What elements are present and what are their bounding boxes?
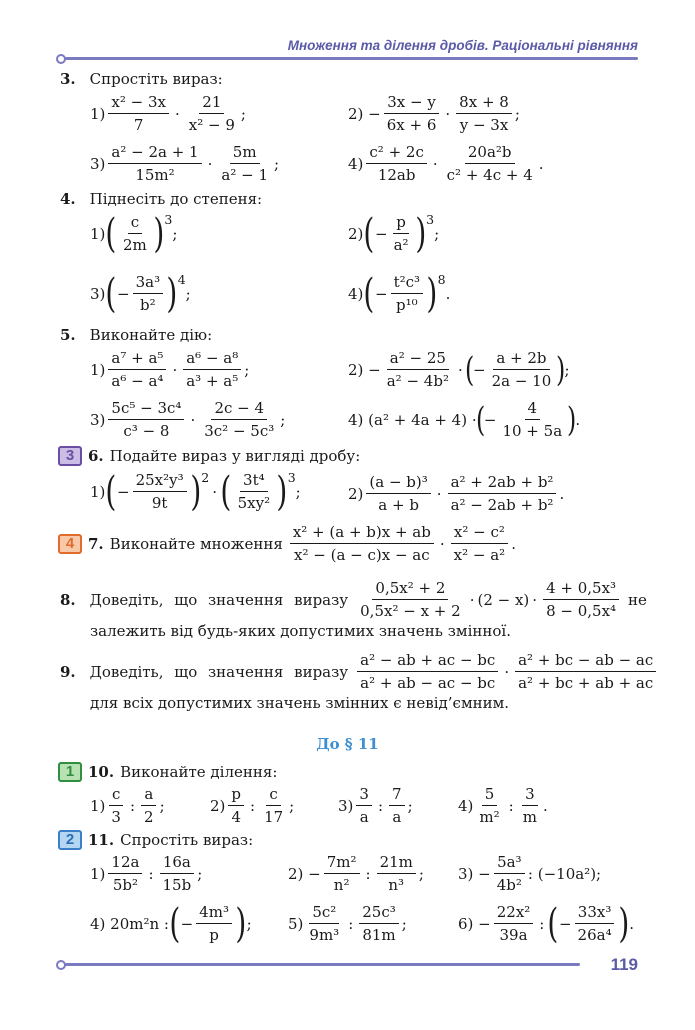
numerator: a² + 2ab + b² [448,472,557,494]
numerator: x² + (a + b)x + ab [290,522,434,544]
denominator: n² [333,876,350,894]
fraction [133,470,187,513]
minus: − [483,410,497,429]
exponent: 8 [437,272,446,287]
numerator: 5 [482,784,498,806]
task-5-item-1: 1) $\frac{\text{a⁷ + a⁵}}{\text{a⁶ − a⁴}}$ · $\frac{\text{a⁶ − a⁸}}{\text{a³ + a⁵}}$ ; [90,349,250,390]
numerator: 20a²b [465,142,515,164]
denominator: 15b [162,876,192,894]
task-text: Доведіть, що значення виразу [89,590,349,609]
numerator: 7m² [324,852,360,874]
numerator: c [266,784,280,806]
task-3-item-3: 3) $\frac{\text{a² − 2a + 1}}{\text{15m²}}$ · $\frac{5m}{\text{a² − 1}}$ ; [90,143,280,184]
numerator: 3x − y [384,92,439,114]
fraction [108,92,169,135]
running-header: Множення та ділення дробів. Раціональні рівняння [287,38,638,53]
task-number: 11. [88,831,115,849]
numerator: a⁶ − a⁸ [183,348,241,370]
denominator: x² − a² [453,546,506,564]
fraction [228,784,244,827]
denominator: 9t [151,494,168,512]
punct: ; [295,482,301,501]
punct: ; [514,104,520,123]
task-11-item-4: 4) 20m²n : ( − $\frac{\text{4m³}}{p}$ ) ; [90,900,252,947]
denominator: a² + bc + ab + ac [518,674,654,692]
punct: . [575,410,581,429]
fraction [290,522,434,565]
fraction [357,650,498,693]
task-3-title [60,70,223,88]
denominator: 26a⁴ [577,926,612,944]
denominator: x² − 9 [188,116,235,134]
punct: ; [401,914,407,933]
fraction [133,272,164,315]
fraction [196,902,232,945]
denominator: 2 [144,808,154,826]
colon: : [250,796,256,815]
fraction [575,902,615,945]
fraction [489,348,555,391]
task-number: 4. [60,190,76,208]
denominator: a² − 2ab + b² [450,496,554,514]
item-label: 3) [90,154,106,173]
punct: ; [246,914,252,933]
task-4-item-3: 3) ( − $\frac{\text{3a³}}{\text{b²}}$ ) $^4$ ; [90,270,191,317]
numerator: 25x²y³ [133,470,187,492]
denominator: m [522,808,537,826]
task-10-title [58,762,277,782]
numerator: p [393,212,409,234]
task-9-continuation: для всіх допустимих значень змінних є невід’ємним. [90,694,510,712]
task-5-title [60,326,212,344]
denominator: a [359,808,369,826]
numerator: t²c³ [391,272,423,294]
fraction [389,784,405,827]
task-text: Виконайте множення [109,534,283,553]
task-6-item-1: 1) ( − $\frac{\text{25x²y³}}{9t}$ ) $^2$ · ( $\frac{\text{3t⁴}}{\text{5xy²}}$ ) $^3$ ; [90,468,301,515]
denominator: 15m² [135,166,175,184]
task-3-item-4: 4) $\frac{\text{c² + 2c}}{12ab}$ · $\frac{\text{20a²b}}{\text{c² + 4c + 4}}$ . [348,143,544,184]
denominator: 5b² [112,876,138,894]
punct: ; [159,796,165,815]
fraction [108,852,142,895]
denominator: p [209,926,219,944]
task-text: Виконайте ділення: [120,763,278,781]
item-label: 1) [90,864,106,883]
task-11-item-6: 6) − $\frac{\text{22x²}}{39a}$ : ( − $\frac{\text{33x³}}{\text{26a⁴}}$ ) . [458,900,634,947]
punct: ; [172,224,178,243]
punct: ; [434,224,440,243]
fraction [186,92,238,135]
numerator: 5m [230,142,260,164]
denominator: 6x + 6 [386,116,437,134]
task-number: 3. [60,70,76,88]
numerator: c² + 2c [366,142,426,164]
denominator: 81m [362,926,396,944]
task-10-item-4 [458,784,548,827]
numerator: 0,5x² + 2 [372,578,448,600]
item-label: 2) [348,224,364,243]
task-10-item-1 [90,784,165,827]
task-11-title [58,830,253,850]
task-5-item-2: 2) − $\frac{\text{a² − 25}}{\text{a² − 4b²}}$ · ( − $\frac{a + 2b}{2a - 10}$ ) ; [348,349,570,390]
fraction [456,92,512,135]
punct: ; [244,360,250,379]
task-5-item-3: 3) $\frac{\text{5c⁵ − 3c⁴}}{\text{c³ − 8}}$ · $\frac{2c - 4}{\text{3c² − 5c³}}$ ; [90,399,286,440]
punct: . [538,154,544,173]
fraction [494,902,534,945]
fraction [391,272,423,315]
colon: : [148,864,154,883]
denominator: a² − 4b² [386,372,449,390]
task-6-item-2: 2) $\frac{\text{(a − b)³}}{a + b}$ · $\frac{\text{a² + 2ab + b²}}{\text{a² − 2ab + b²}}$ . [348,473,565,514]
numerator: 7 [389,784,405,806]
fraction [108,142,201,185]
punct: . [511,534,516,553]
item-label: 4) 20m²n : [90,914,169,933]
minus: − [473,360,486,379]
numerator: 3 [522,784,538,806]
task-9: 9. Доведіть, що значення виразу $\frac{\text{a² − ab + ac − bc}}{\text{a² + ab − ac − bc}}$ · $\frac{\text{a² + bc − ab − ac}}{\text{a² + bc + ab + ac}}$ [60,650,659,693]
numerator: 4 + 0,5x³ [543,578,619,600]
task-7: 4 7. Виконайте множення $\frac{\text{x² + (a + b)x + ab}}{\text{x² − (a − c)x − ac}}$ · $\frac{\text{x² − c²}}{\text{x² − a²}}$ . [58,522,516,565]
colon: : [365,864,371,883]
task-10-item-3 [338,784,413,827]
denominator: 4b² [496,876,522,894]
item-label: 3) [90,284,106,303]
fraction [120,212,150,255]
colon: : [539,914,545,933]
task-text: Спростіть вираз: [89,70,223,88]
numerator: 4 [525,398,541,420]
exponent: 3 [426,212,435,227]
exponent: 3 [287,470,296,485]
denominator: 8 − 0,5x⁴ [546,602,617,620]
item-label: 2) − [288,864,321,883]
item-label: 3) − [458,864,491,883]
denominator: 17 [264,808,284,826]
fraction [359,902,399,945]
denominator: c³ − 8 [123,422,170,440]
task-number: 5. [60,326,76,344]
numerator: a⁷ + a⁵ [108,348,166,370]
numerator: 5c² [309,902,339,924]
fraction [357,578,464,621]
numerator: a + 2b [493,348,549,370]
denominator: 7 [133,116,144,134]
task-11-item-2 [288,852,424,895]
denominator: 2m [123,236,147,254]
fraction [218,142,271,185]
task-number: 10. [88,763,115,781]
denominator: 12ab [377,166,416,184]
item-label: 1) [90,104,106,123]
numerator: 5c⁵ − 3c⁴ [108,398,184,420]
item-label: 2) − [348,104,381,123]
minus: − [117,482,130,501]
footer-rule [65,963,580,966]
task-8-continuation: залежить від будь-яких допустимих значень змінної. [90,622,511,640]
fraction [261,784,286,827]
header-rule [65,57,638,60]
numerator: 12a [108,852,142,874]
task-11-item-5 [288,902,407,945]
numerator: 22x² [494,902,534,924]
numerator: p [228,784,244,806]
punct: . [559,484,565,503]
numerator: 3 [356,784,372,806]
task-8: 8. Доведіть, що значення виразу $\frac{\text{0,5x² + 2}}{\text{0,5x² − x + 2}}$ · (2 − x) · $\frac{\text{4 + 0,5x³}}{\text{8 − 0,5x⁴}}$ не [60,579,647,620]
numerator: 25c³ [359,902,399,924]
fraction [108,348,166,391]
denominator: a² + ab − ac − bc [360,674,496,692]
fraction [520,784,540,827]
factor: (2 − x) [477,590,530,609]
fraction [391,212,412,255]
fraction [499,398,565,441]
level-badge-icon: 1 [58,762,82,782]
item-label: 1) [90,482,106,501]
denominator: m² [479,808,500,826]
denominator: b² [140,296,156,314]
fraction [324,852,360,895]
item-label: 3) [338,796,354,815]
punct: . [542,796,548,815]
numerator: a² − ab + ac − bc [357,650,498,672]
denominator: 2a − 10 [491,372,552,390]
numerator: 33x³ [575,902,615,924]
denominator: n³ [388,876,405,894]
denominator: a³ + a⁵ [186,372,239,390]
minus: − [375,284,388,303]
numerator: a² − 2a + 1 [108,142,201,164]
numerator: x² − 3x [108,92,169,114]
numerator: 5a³ [494,852,525,874]
task-text: Піднесіть до степеня: [89,190,263,208]
task-number: 6. [88,447,104,465]
minus: − [558,914,572,933]
item-label: 5) [288,914,304,933]
exponent: 3 [164,212,173,227]
minus: − [180,914,194,933]
task-number: 9. [60,662,76,681]
task-4-item-1: 1) ( $\frac{c}{2m}$ ) $^3$ ; [90,210,178,257]
minus: − [375,224,388,243]
colon: : [377,796,384,815]
task-text: Подайте вираз у вигляді дробу: [109,447,361,465]
fraction [384,92,440,135]
numerator: 21m [377,852,416,874]
denominator: y − 3x [459,116,509,134]
fraction [108,398,184,441]
colon: : [129,796,136,815]
item-label: 1) [90,224,106,243]
numerator: a² + bc − ab − ac [515,650,656,672]
fraction [356,784,372,827]
denominator: c² + 4c + 4 [446,166,533,184]
numerator: 2c − 4 [211,398,267,420]
page-number: 119 [610,955,638,974]
fraction [366,142,426,185]
denominator: a⁶ − a⁴ [111,372,164,390]
item-label: 4) [348,284,364,303]
punct: ; [240,104,246,123]
punct: . [629,914,634,933]
item-label: 3) [90,410,106,429]
numerator: a² − 25 [387,348,449,370]
expression-tail: : (−10a²); [527,864,602,883]
numerator: 3a³ [133,272,164,294]
item-label: 1) [90,360,106,379]
task-11-item-1 [90,852,202,895]
fraction [306,902,342,945]
denominator: x² − (a − c)x − ac [294,546,430,564]
fraction [494,852,525,895]
fraction [476,784,502,827]
fraction [377,852,416,895]
numerator: 8x + 8 [456,92,512,114]
punct: ; [564,360,570,379]
denominator: a + b [378,496,419,514]
minus: − [117,284,130,303]
fraction [108,784,124,827]
fraction [384,348,452,391]
fraction [448,472,557,515]
colon: : [348,914,354,933]
denominator: p¹⁰ [396,296,418,314]
task-4-title [60,190,262,208]
task-4-item-4: 4) ( − $\frac{\text{t²c³}}{\text{p¹⁰}}$ ) $^8$ . [348,270,451,317]
item-label: 4) [348,154,364,173]
fraction [201,398,277,441]
task-text: Доведіть, що значення виразу [89,662,349,681]
task-5-item-4: 4) (a² + 4a + 4) · ( − $\frac{4}{10 + 5a}$ ) . [348,399,581,440]
fraction [515,650,656,693]
exponent: 2 [201,470,210,485]
task-text: Спростіть вираз: [120,831,254,849]
numerator: x² − c² [451,522,508,544]
task-4-item-2: 2) ( − $\frac{p}{\text{a²}}$ ) $^3$ ; [348,210,440,257]
fraction [543,578,619,621]
task-3-item-2: 2) − $\frac{3x - y}{6x + 6}$ · $\frac{8x + 8}{y - 3x}$ ; [348,93,520,134]
numerator: 16a [160,852,194,874]
level-badge-icon: 2 [58,830,82,850]
fraction [451,522,509,565]
denominator: 0,5x² − x + 2 [360,602,461,620]
exponent: 4 [177,272,186,287]
task-number: 8. [60,590,76,609]
task-10-item-2 [210,784,294,827]
numerator: a [141,784,156,806]
punct: . [445,284,451,303]
punct: ; [407,796,413,815]
task-11-item-3 [458,852,601,895]
fraction [235,470,274,513]
denominator: a² − 1 [221,166,268,184]
denominator: 4 [231,808,241,826]
fraction [366,472,430,515]
denominator: 5xy² [237,494,271,512]
denominator: 10 + 5a [502,422,563,440]
section-heading: До § 11 [316,735,379,753]
task-6-title [58,446,360,466]
punct: ; [280,410,286,429]
denominator: 3 [111,808,121,826]
task-3-item-1: 1) $\frac{\text{x² − 3x}}{7}$ · $\frac{21}{\text{x² − 9}}$ ; [90,93,246,134]
punct: ; [197,864,203,883]
item-label: 2) − [348,360,381,379]
task-text: не [628,590,647,609]
item-label: 4) (a² + 4a + 4) · [348,410,477,429]
denominator: 3c² − 5c³ [204,422,275,440]
task-number: 7. [88,534,104,553]
item-label: 2) [210,796,226,815]
numerator: (a − b)³ [366,472,430,494]
punct: ; [289,796,295,815]
numerator: c [128,212,142,234]
denominator: a [392,808,402,826]
level-badge-icon: 4 [58,534,82,554]
fraction [444,142,536,185]
colon: : [508,796,514,815]
item-label: 4) [458,796,474,815]
denominator: 9m³ [309,926,340,944]
denominator: a² [393,236,409,254]
item-label: 2) [348,484,364,503]
numerator: c [109,784,123,806]
denominator: 39a [499,926,528,944]
item-label: 1) [90,796,106,815]
task-text: Виконайте дію: [89,326,213,344]
numerator: 3t⁴ [240,470,268,492]
fraction [183,348,241,391]
level-badge-icon: 3 [58,446,82,466]
item-label: 6) − [458,914,491,933]
punct: ; [418,864,424,883]
punct: ; [274,154,280,173]
fraction [141,784,157,827]
numerator: 21 [199,92,224,114]
fraction [160,852,195,895]
numerator: 4m³ [196,902,232,924]
punct: ; [185,284,191,303]
